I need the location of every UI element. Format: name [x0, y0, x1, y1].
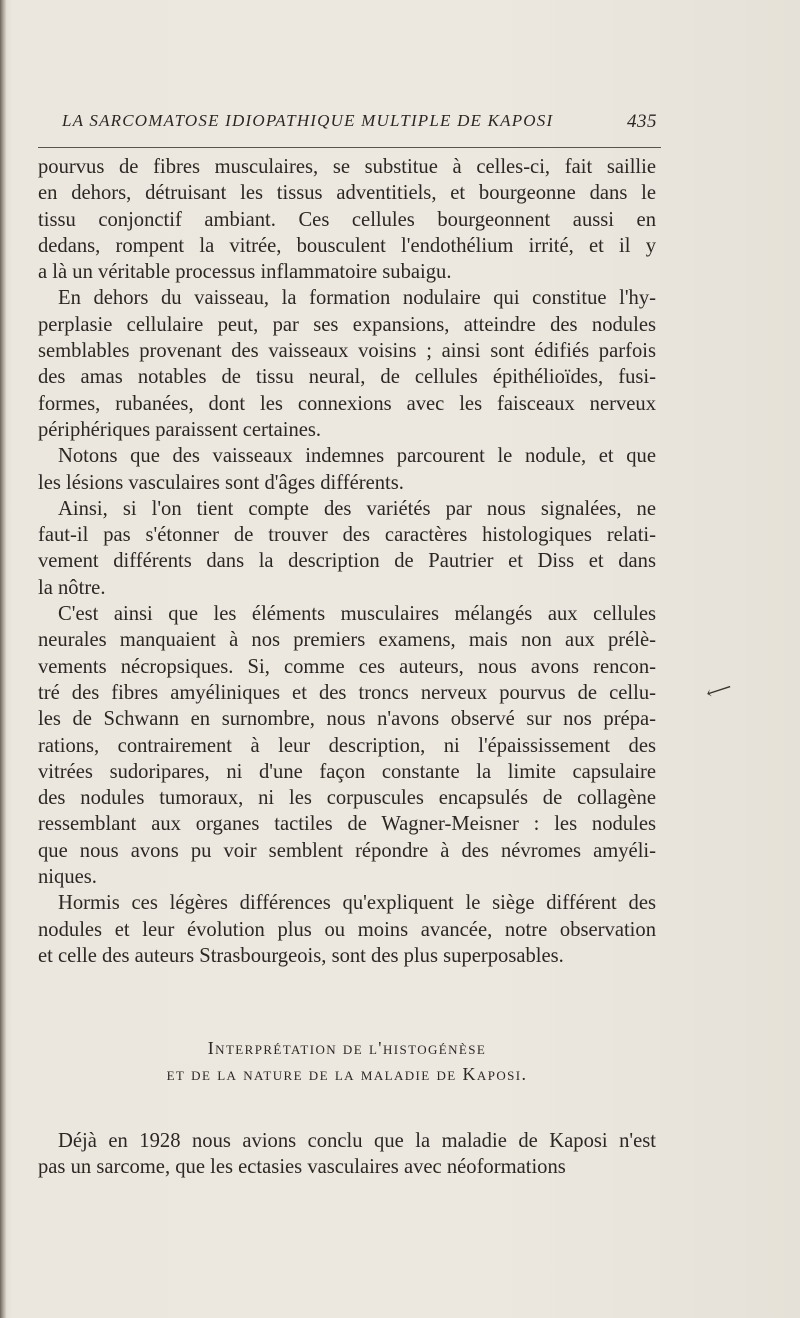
section-heading-line2: et de la nature de la maladie de Kaposi. [166, 1064, 528, 1084]
text-line: les de Schwann en surnombre, nous n'avons observé sur nos prépa- [38, 708, 656, 731]
paragraph [38, 443, 656, 496]
paragraph [38, 285, 656, 443]
paragraph [38, 496, 656, 601]
text-line: des amas notables de tissu neural, de cellules épithélioïdes, fusi- [38, 366, 656, 389]
text-line: neurales manquaient à nos premiers examens, mais non aux prélè- [38, 629, 656, 652]
text-line: que nous avons pu voir semblent répondre à des névromes amyéli- [38, 839, 656, 862]
text-line: rations, contrairement à leur description, ni l'épaississement des [38, 734, 656, 757]
text-line: niques. [38, 866, 97, 889]
header-rule [38, 147, 661, 148]
text-line: pas un sarcome, que les ectasies vasculaires avec néoformations [38, 1156, 566, 1179]
page-number: 435 [627, 111, 657, 132]
text-line: la nôtre. [38, 576, 106, 599]
text-line: En dehors du vaisseau, la formation nodulaire qui constitue l'hy- [58, 287, 656, 310]
binding-edge [0, 0, 6, 1318]
text-line: ressemblant aux organes tactiles de Wagner-Meisner : les nodules [38, 813, 656, 836]
body-text-top [38, 154, 656, 969]
text-line: formes, rubanées, dont les connexions avec les faisceaux nerveux [38, 392, 656, 415]
text-line: les lésions vasculaires sont d'âges différents. [38, 471, 404, 494]
text-line: tissu conjonctif ambiant. Ces cellules bourgeonnent aussi en [38, 208, 656, 231]
body-text-bottom [38, 1128, 656, 1181]
text-line: en dehors, détruisant les tissus adventitiels, et bourgeonne dans le [38, 182, 656, 205]
text-line: C'est ainsi que les éléments musculaires mélangés aux cellules [58, 603, 656, 626]
text-line: Ainsi, si l'on tient compte des variétés par nous signalées, ne [58, 497, 656, 520]
text-line: et celle des auteurs Strasbourgeois, sont des plus superposables. [38, 944, 564, 967]
text-line: des nodules tumoraux, ni les corpuscules encapsulés de collagène [38, 787, 656, 810]
running-title: LA SARCOMATOSE IDIOPATHIQUE MULTIPLE DE KAPOSI [62, 111, 554, 130]
section-heading-line1: Interprétation de l'histogénèse [207, 1038, 487, 1058]
text-line: pourvus de fibres musculaires, se substitue à celles-ci, fait saillie [38, 156, 656, 178]
text-line: nodules et leur évolution plus ou moins avancée, notre observation [38, 918, 656, 941]
text-line: semblables provenant des vaisseaux voisins ; ainsi sont édifiés parfois [38, 340, 656, 363]
text-line: Notons que des vaisseaux indemnes parcourent le nodule, et que [58, 445, 656, 468]
text-line: tré des fibres amyéliniques et des troncs nerveux pourvus de cellu- [38, 681, 656, 704]
margin-pencil-mark: ⟵ [703, 676, 735, 705]
paragraph [38, 1128, 656, 1181]
paragraph [38, 154, 656, 285]
text-line: Déjà en 1928 nous avions conclu que la maladie de Kaposi n'est [58, 1130, 656, 1152]
text-line: dedans, rompent la vitrée, bousculent l'endothélium irrité, et il y [38, 234, 656, 257]
text-line: perplasie cellulaire peut, par ses expansions, atteindre des nodules [38, 313, 656, 336]
paragraph [38, 601, 656, 890]
text-line: périphériques paraissent certaines. [38, 418, 322, 441]
text-line: Hormis ces légères différences qu'expliquent le siège différent des [58, 892, 656, 915]
paragraph [38, 890, 656, 969]
text-line: vements nécropsiques. Si, comme ces auteurs, nous avons rencon- [38, 655, 656, 678]
text-line: vitrées sudoripares, ni d'une façon constante la limite capsulaire [38, 760, 656, 783]
text-line: a là un véritable processus inflammatoire subaigu. [38, 261, 452, 284]
text-line: vement différents dans la description de Pautrier et Diss et dans [38, 550, 656, 573]
text-line: faut-il pas s'étonner de trouver des caractères histologiques relati- [38, 524, 656, 547]
